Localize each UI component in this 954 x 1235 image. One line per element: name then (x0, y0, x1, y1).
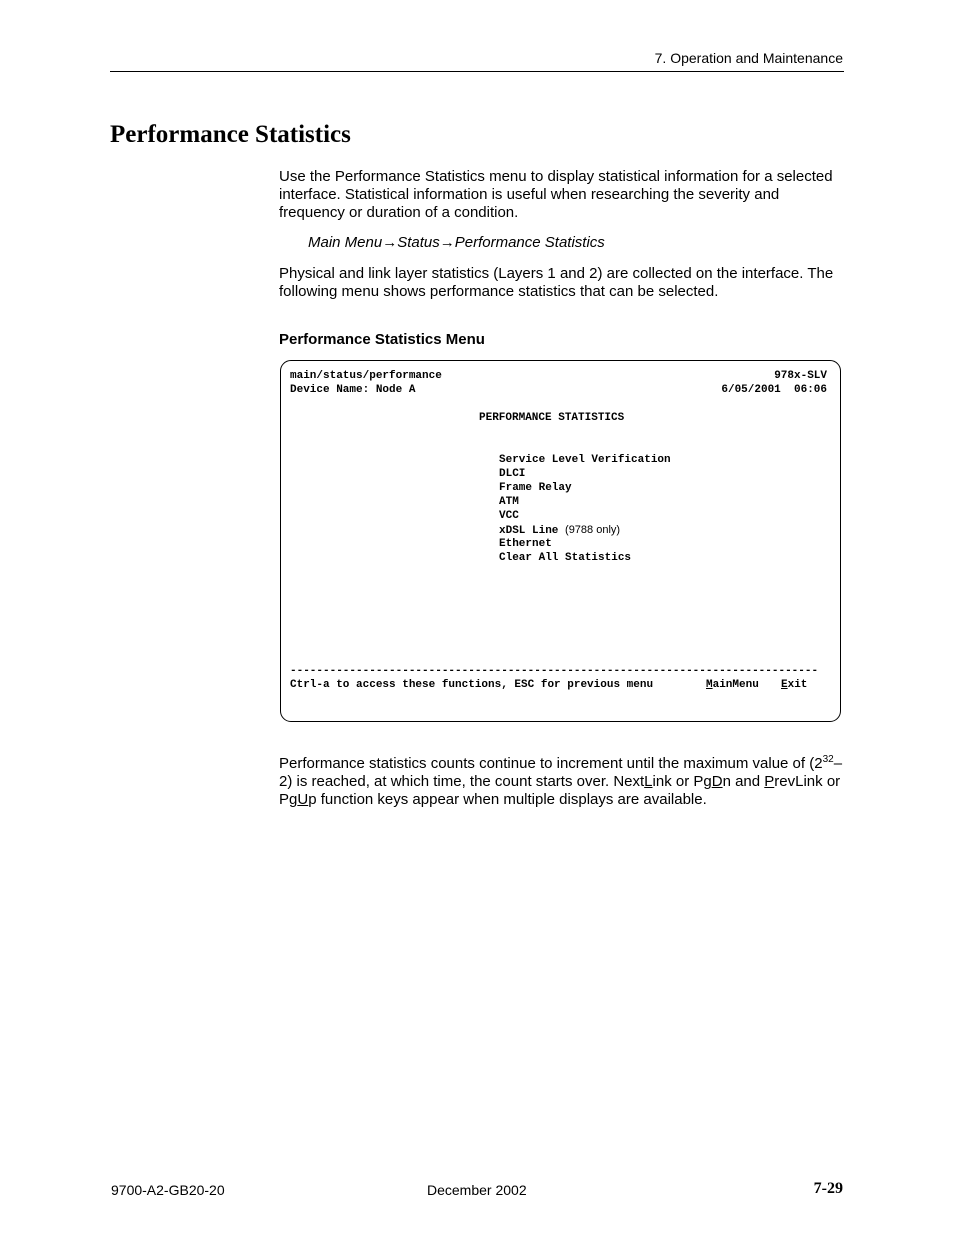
menu-item-service-level-verification[interactable]: Service Level Verification (499, 454, 671, 466)
running-header: 7. Operation and Maintenance (654, 50, 843, 66)
intro-paragraph: Use the Performance Statistics menu to display statistical information for a selected interface. Statistical information is useful when researching the severity and frequency or duration of a condition. (279, 168, 833, 221)
menu-path-performance: Performance Statistics (454, 234, 605, 251)
mainmenu-hotkey: M (706, 679, 713, 691)
exit-command[interactable] (781, 678, 807, 692)
arrow-icon: → (382, 234, 398, 251)
figure-caption: Performance Statistics Menu (279, 331, 485, 348)
menu-item-ethernet[interactable]: Ethernet (499, 538, 552, 550)
counts-text: p function keys appear when multiple displays are available. (308, 791, 707, 808)
terminal-path: main/status/performance (290, 370, 442, 382)
menu-item-dlci[interactable]: DLCI (499, 468, 526, 480)
menu-item-clear-all-statistics[interactable]: Clear All Statistics (499, 552, 632, 564)
terminal-datetime: 6/05/2001 06:06 (721, 384, 827, 396)
terminal-screen-title: PERFORMANCE STATISTICS (479, 412, 625, 424)
prevlink-hotkey: P (764, 773, 775, 790)
terminal-device-name: Device Name: Node A (290, 384, 416, 396)
pgup-hotkey: U (297, 791, 309, 808)
terminal-model: 978x-SLV (774, 370, 827, 382)
pgdn-hotkey: D (711, 773, 723, 790)
mainmenu-command[interactable] (706, 678, 759, 692)
xdsl-line-note: (9788 only) (565, 524, 621, 536)
menu-item-vcc[interactable]: VCC (499, 510, 519, 522)
menu-path (308, 234, 605, 251)
footer-page-number: 7-29 (813, 1180, 843, 1197)
counts-paragraph (279, 751, 844, 809)
counts-text: n and (722, 773, 765, 790)
terminal-help-text: Ctrl-a to access these functions, ESC for previous menu (290, 679, 654, 691)
header-rule (110, 71, 844, 72)
menu-path-status: Status (397, 234, 440, 251)
exponent: 32 (822, 754, 834, 765)
footer-date: December 2002 (427, 1182, 527, 1198)
terminal-divider: -------------------------------------------------------------------------------- (290, 665, 819, 677)
menu-item-xdsl-line-label: xDSL Line (499, 525, 559, 537)
menu-path-main: Main Menu (308, 234, 383, 251)
counts-text: revLink or Pg (279, 773, 841, 808)
layers-paragraph: Physical and link layer statistics (Layers 1 and 2) are collected on the interface. The following menu shows performance statistics that can be selected. (279, 265, 834, 300)
counts-text: ink or Pg (652, 773, 712, 790)
mainmenu-label: ainMenu (712, 679, 759, 691)
menu-item-atm[interactable]: ATM (499, 496, 519, 508)
exit-hotkey: E (781, 679, 788, 691)
exit-label: xit (787, 679, 808, 691)
menu-item-frame-relay[interactable]: Frame Relay (499, 482, 572, 494)
counts-text: Performance statistics counts continue to increment until the maximum value of (2 (279, 755, 823, 772)
arrow-icon: → (439, 234, 455, 251)
counts-text: –2) is reached, at which time, the count starts over. Next (279, 755, 843, 790)
footer-doc-number: 9700-A2-GB20-20 (111, 1182, 225, 1198)
terminal-screen (280, 360, 841, 722)
nextlink-hotkey: L (644, 773, 653, 790)
page-title: Performance Statistics (110, 121, 351, 148)
menu-item-xdsl-line[interactable] (499, 523, 620, 538)
